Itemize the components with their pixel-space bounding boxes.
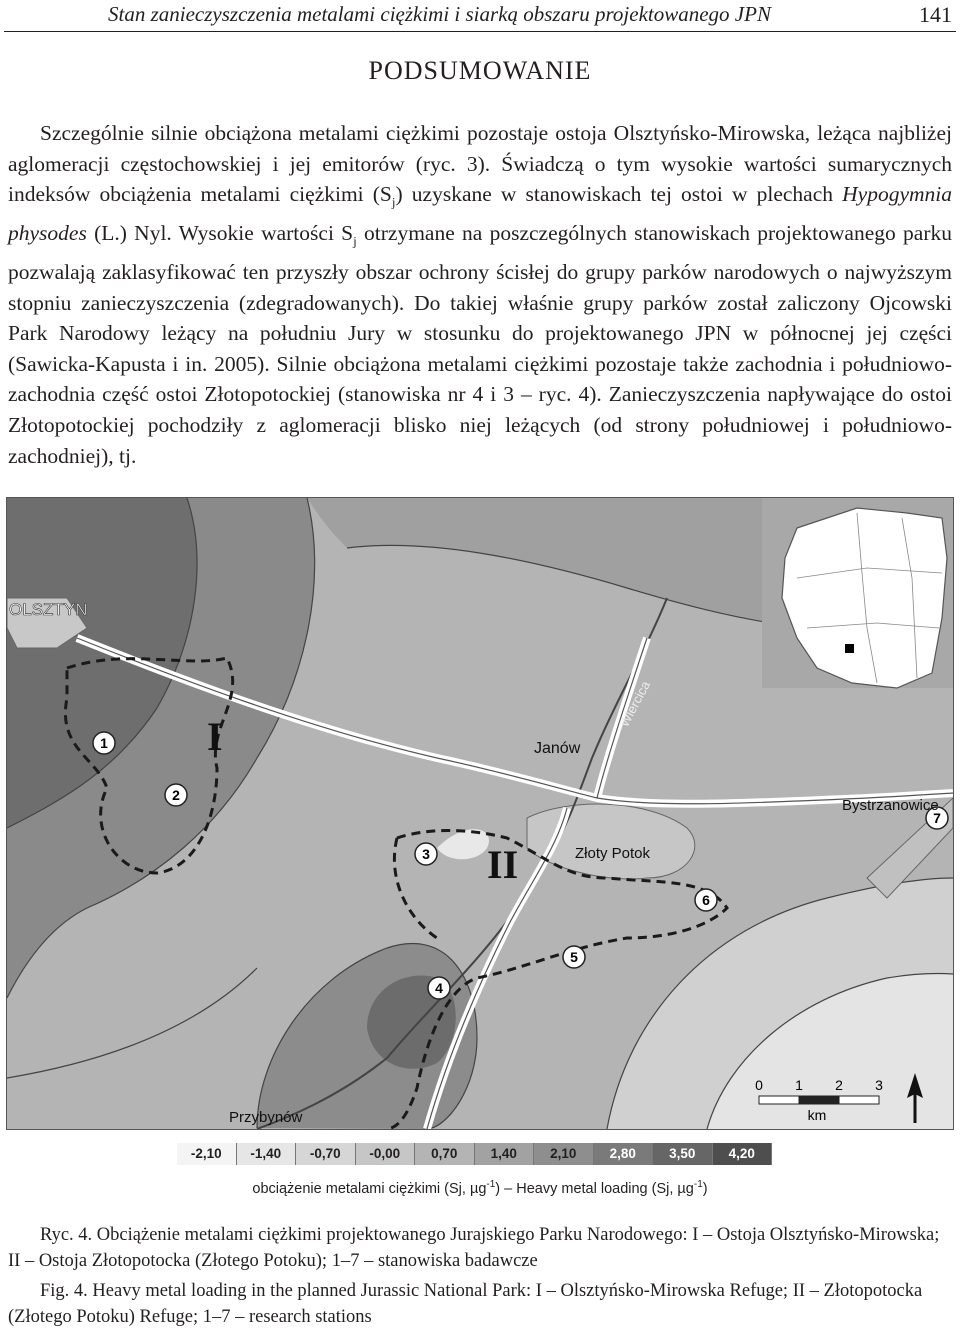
station-5-label: 5 xyxy=(570,949,578,965)
label-bystrzanowice: Bystrzanowice xyxy=(842,797,939,814)
legend-superscript: -1 xyxy=(486,1179,496,1190)
paragraph-text-2: ) uzyskane w stanowiskach tej ostoi w plechach xyxy=(395,182,843,207)
legend-cell: -2,10 xyxy=(177,1143,237,1165)
station-2 xyxy=(165,784,187,806)
station-3 xyxy=(415,843,437,865)
paragraph-text-3: (L.) Nyl. Wysokie wartości S xyxy=(86,221,354,246)
paragraph xyxy=(8,118,952,471)
scale-segments xyxy=(759,1096,879,1104)
subscript-j: j xyxy=(391,194,396,210)
header-rule xyxy=(4,31,956,32)
legend-cell: 3,50 xyxy=(653,1143,713,1165)
label-olsztyn: OLSZTYN xyxy=(9,600,88,619)
station-6-label: 6 xyxy=(702,892,710,908)
legend-cell: 0,70 xyxy=(415,1143,475,1165)
scale-tick-3: 3 xyxy=(875,1077,883,1093)
station-4 xyxy=(428,977,450,999)
body-paragraph xyxy=(8,118,952,471)
scale-unit: km xyxy=(807,1107,827,1123)
figure-map xyxy=(6,497,954,1130)
label-janow: Janów xyxy=(534,740,581,757)
label-przybynow: Przybynów xyxy=(229,1109,303,1126)
label-wiercica: Wiercica xyxy=(616,678,654,730)
figure-caption-pl xyxy=(8,1222,952,1274)
legend-superscript: -1 xyxy=(693,1179,703,1190)
legend-cell: 1,40 xyxy=(475,1143,535,1165)
legend-cell: 2,80 xyxy=(594,1143,654,1165)
station-7-label: 7 xyxy=(933,810,941,826)
legend-cell: 4,20 xyxy=(713,1143,773,1165)
scale-tick-1: 1 xyxy=(795,1077,803,1093)
scale-tick-0: 0 xyxy=(755,1077,763,1093)
subscript-j: j xyxy=(353,233,357,249)
figure-caption-en xyxy=(8,1278,952,1330)
running-title: Stan zanieczyszczenia metalami ciężkimi i siarką obszaru projektowanego JPN xyxy=(108,2,771,26)
page-header xyxy=(0,0,960,36)
label-refuge-i: I xyxy=(207,714,223,759)
station-3-label: 3 xyxy=(422,846,430,862)
section-heading: PODSUMOWANIE xyxy=(368,56,592,85)
map-svg xyxy=(7,498,953,1129)
caption-en-text: Fig. 4. Heavy metal loading in the planned Jurassic National Park: I – Olsztyńsko-Mirowska Refuge; II – Złotopotocka (Złotego Potoku) Refuge; 1–7 – research stations xyxy=(8,1281,923,1327)
species-name: Hypogymnia physodes xyxy=(8,182,952,246)
legend-caption-end: ) xyxy=(702,1180,708,1197)
label-refuge-ii: II xyxy=(487,842,519,887)
scale-tick-2: 2 xyxy=(835,1077,843,1093)
station-5 xyxy=(563,946,585,968)
station-1-label: 1 xyxy=(100,735,108,751)
station-6 xyxy=(695,889,717,911)
legend-cell: -1,40 xyxy=(237,1143,297,1165)
legend-cell: 2,10 xyxy=(534,1143,594,1165)
heavy-metal-legend xyxy=(177,1143,772,1165)
station-2-label: 2 xyxy=(172,787,180,803)
legend-caption-en: ) – Heavy metal loading (Sj, µg xyxy=(495,1180,694,1197)
legend-caption-pl: obciążenie metalami ciężkimi (Sj, µg xyxy=(252,1180,487,1197)
station-1 xyxy=(93,732,115,754)
paragraph-text-1: Szczególnie silnie obciążona metalami ciężkimi pozostaje ostoja Olsztyńsko-Mirowska, leżąca najbliżej aglomeracji częstochowskiej i jej emitorów (ryc. 3). Świadczą o tym wysokie wartości sumarycznych indeksów obciążenia metalami ciężkimi (S xyxy=(8,121,952,207)
station-4-label: 4 xyxy=(435,980,443,996)
caption-pl-text: Ryc. 4. Obciążenie metalami ciężkimi projektowanego Jurajskiego Parku Narodowego: I – Ostoja Olsztyńsko-Mirowska; II – Ostoja Złotopotocka (Złotego Potoku); 1–7 – stanowiska badawcze xyxy=(8,1225,940,1271)
inset-location-marker xyxy=(845,644,854,653)
label-zloty-potok: Złoty Potok xyxy=(575,845,651,862)
legend-cell: -0,00 xyxy=(356,1143,416,1165)
legend-cell: -0,70 xyxy=(296,1143,356,1165)
paragraph-text-4: otrzymane na poszczególnych stanowiskach projektowanego parku pozwalają zaklasyfikować ten przyszły obszar ochrony ścisłej do grupy parków narodowych o najwyższym stopniu zanieczyszczenia (zdegradowanych). Do takiej właśnie grupy parków został zaliczony Ojcowski Park Narodowy leżący na południu Jury w stosunku do projektowanego JPN w północnej jej części (Sawicka-Kapusta i in. 2005). Silnie obciążona metalami ciężkimi pozostaje także zachodnia i południowo-zachodnia część ostoi Złotopotockiej (stanowiska nr 4 i 3 – ryc. 4). Zanieczyszczenia napływające do ostoi Złotopotockiej pochodziły z aglomeracji blisko niej leżących (od strony południowej i południowo-zachodniej), tj. xyxy=(8,221,952,468)
page-number: 141 xyxy=(919,2,952,27)
legend-caption xyxy=(0,1179,960,1197)
